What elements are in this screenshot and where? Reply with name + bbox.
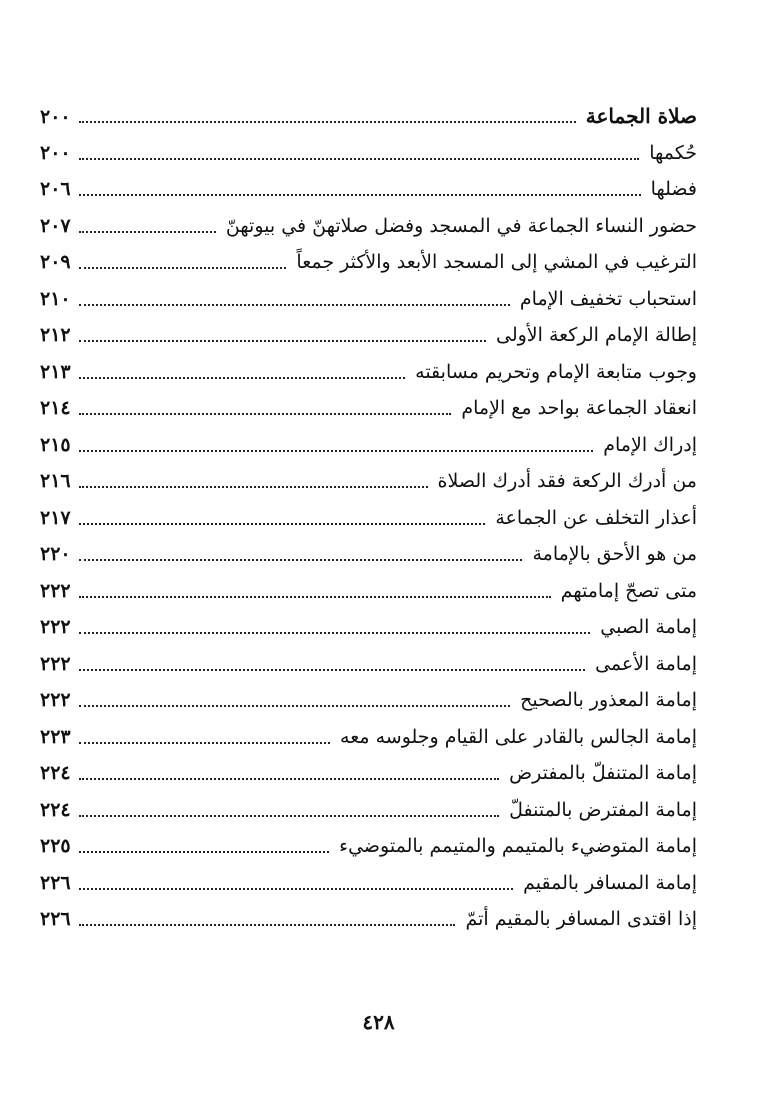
toc-entry (40, 208, 697, 245)
toc-entry (40, 500, 697, 537)
dot-leader (79, 523, 486, 525)
toc-entry-page-number: ٢٢٣ (40, 725, 71, 748)
toc-entry (40, 792, 697, 829)
toc-section-heading (40, 98, 697, 135)
toc-entry (40, 463, 697, 500)
toc-entry (40, 317, 697, 354)
toc-entry-title: انعقاد الجماعة بواحد مع الإمام (461, 397, 697, 419)
toc-entry-title: أعذار التخلف عن الجماعة (495, 506, 697, 529)
toc-entry (40, 427, 697, 464)
page-number: ٤٢٨ (362, 1010, 395, 1034)
toc-entry-title: إمامة المفترض بالمتنفلّ (509, 798, 697, 821)
dot-leader (79, 778, 500, 780)
dot-leader (79, 340, 486, 342)
dot-leader (79, 742, 330, 744)
toc-entry (40, 244, 697, 281)
toc-entry-title: وجوب متابعة الإمام وتحريم مسابقته (415, 360, 697, 383)
toc-entry (40, 865, 697, 902)
toc-entry-page-number: ٢١٣ (40, 360, 71, 383)
dot-leader (79, 121, 576, 123)
dot-leader (79, 669, 585, 671)
toc-entry-title: إمامة الصبي (600, 616, 697, 638)
toc-entry-title: إمامة المسافر بالمقيم (523, 871, 697, 894)
dot-leader (79, 888, 513, 890)
toc-entry (40, 609, 697, 646)
toc-entry-page-number: ٢٢٢ (40, 579, 71, 602)
dot-leader (79, 596, 551, 598)
dot-leader (79, 486, 428, 488)
table-of-contents (40, 98, 697, 938)
toc-entry (40, 646, 697, 683)
toc-entry (40, 573, 697, 610)
toc-entry-page-number: ٢٠٠ (40, 106, 71, 128)
toc-entry-page-number: ٢٢٢ (40, 689, 71, 711)
toc-entry-title: من هو الأحق بالإمامة (532, 543, 697, 565)
toc-entry-page-number: ٢٠٧ (40, 214, 71, 237)
dot-leader (79, 194, 641, 196)
dot-leader (79, 559, 523, 561)
toc-entry-title: من أدرك الركعة فقد أدرك الصلاة (437, 470, 697, 492)
toc-entry-page-number: ٢١٠ (40, 287, 71, 310)
toc-entry-page-number: ٢١٥ (40, 433, 71, 456)
dot-leader (79, 413, 452, 415)
dot-leader (79, 705, 511, 707)
dot-leader (79, 267, 287, 269)
toc-entry-title: إطالة الإمام الركعة الأولى (496, 324, 697, 346)
dot-leader (79, 158, 640, 160)
toc-entry (40, 901, 697, 938)
toc-entry-title: إمامة المتنفلّ بالمفترض (509, 762, 697, 784)
toc-entry (40, 281, 697, 318)
toc-entry-title: إذا اقتدى المسافر بالمقيم أتمّ (465, 908, 697, 930)
toc-entry (40, 390, 697, 427)
toc-entry-page-number: ٢١٢ (40, 324, 71, 346)
dot-leader (79, 231, 216, 233)
toc-entry (40, 682, 697, 719)
toc-entry (40, 755, 697, 792)
toc-entry-page-number: ٢٠٠ (40, 141, 71, 164)
toc-entry (40, 354, 697, 391)
toc-entry-page-number: ٢٢٥ (40, 835, 71, 857)
toc-entry-title: الترغيب في المشي إلى المسجد الأبعد والأكثر جمعاً (296, 251, 697, 273)
toc-entry-title: إمامة المتوضيء بالمتيمم والمتيمم بالمتوضيء (339, 835, 697, 857)
toc-entry-page-number: ٢١٧ (40, 506, 71, 529)
toc-entry-page-number: ٢٢٤ (40, 798, 71, 821)
dot-leader (79, 924, 456, 926)
toc-entry-page-number: ٢٢٠ (40, 543, 71, 565)
toc-entry-page-number: ٢٢٤ (40, 762, 71, 784)
dot-leader (79, 815, 500, 817)
toc-entry-title: إمامة الجالس بالقادر على القيام وجلوسه معه (340, 725, 697, 748)
toc-entry-title: استحباب تخفيف الإمام (519, 287, 697, 310)
toc-entry (40, 171, 697, 208)
toc-entry-page-number: ٢٢٦ (40, 871, 71, 894)
toc-entry-title: إمامة المعذور بالصحيح (520, 689, 697, 711)
toc-entry-title: فضلها (650, 178, 697, 200)
toc-entry-page-number: ٢٢٦ (40, 908, 71, 930)
toc-entry (40, 536, 697, 573)
dot-leader (79, 450, 594, 452)
dot-leader (79, 632, 591, 634)
toc-entry-page-number: ٢١٦ (40, 470, 71, 492)
dot-leader (79, 304, 510, 306)
toc-entry (40, 135, 697, 172)
toc-entry (40, 828, 697, 865)
toc-entry (40, 719, 697, 756)
toc-entry-title: إمامة الأعمى (595, 652, 697, 675)
toc-entry-title: إدراك الإمام (603, 433, 697, 456)
toc-entry-page-number: ٢٢٢ (40, 616, 71, 638)
toc-entry-page-number: ٢٢٢ (40, 652, 71, 675)
dot-leader (79, 851, 330, 853)
toc-entry-page-number: ٢٠٦ (40, 178, 71, 200)
dot-leader (79, 377, 406, 379)
toc-entry-page-number: ٢٠٩ (40, 251, 71, 273)
toc-entry-page-number: ٢١٤ (40, 397, 71, 419)
toc-entry-title: حُكمها (649, 141, 697, 164)
toc-entry-title: حضور النساء الجماعة في المسجد وفضل صلاتهنّ في بيوتهنّ (225, 214, 697, 237)
toc-entry-title: صلاة الجماعة (585, 104, 697, 128)
toc-entry-title: متى تصحّ إمامتهم (560, 579, 697, 602)
